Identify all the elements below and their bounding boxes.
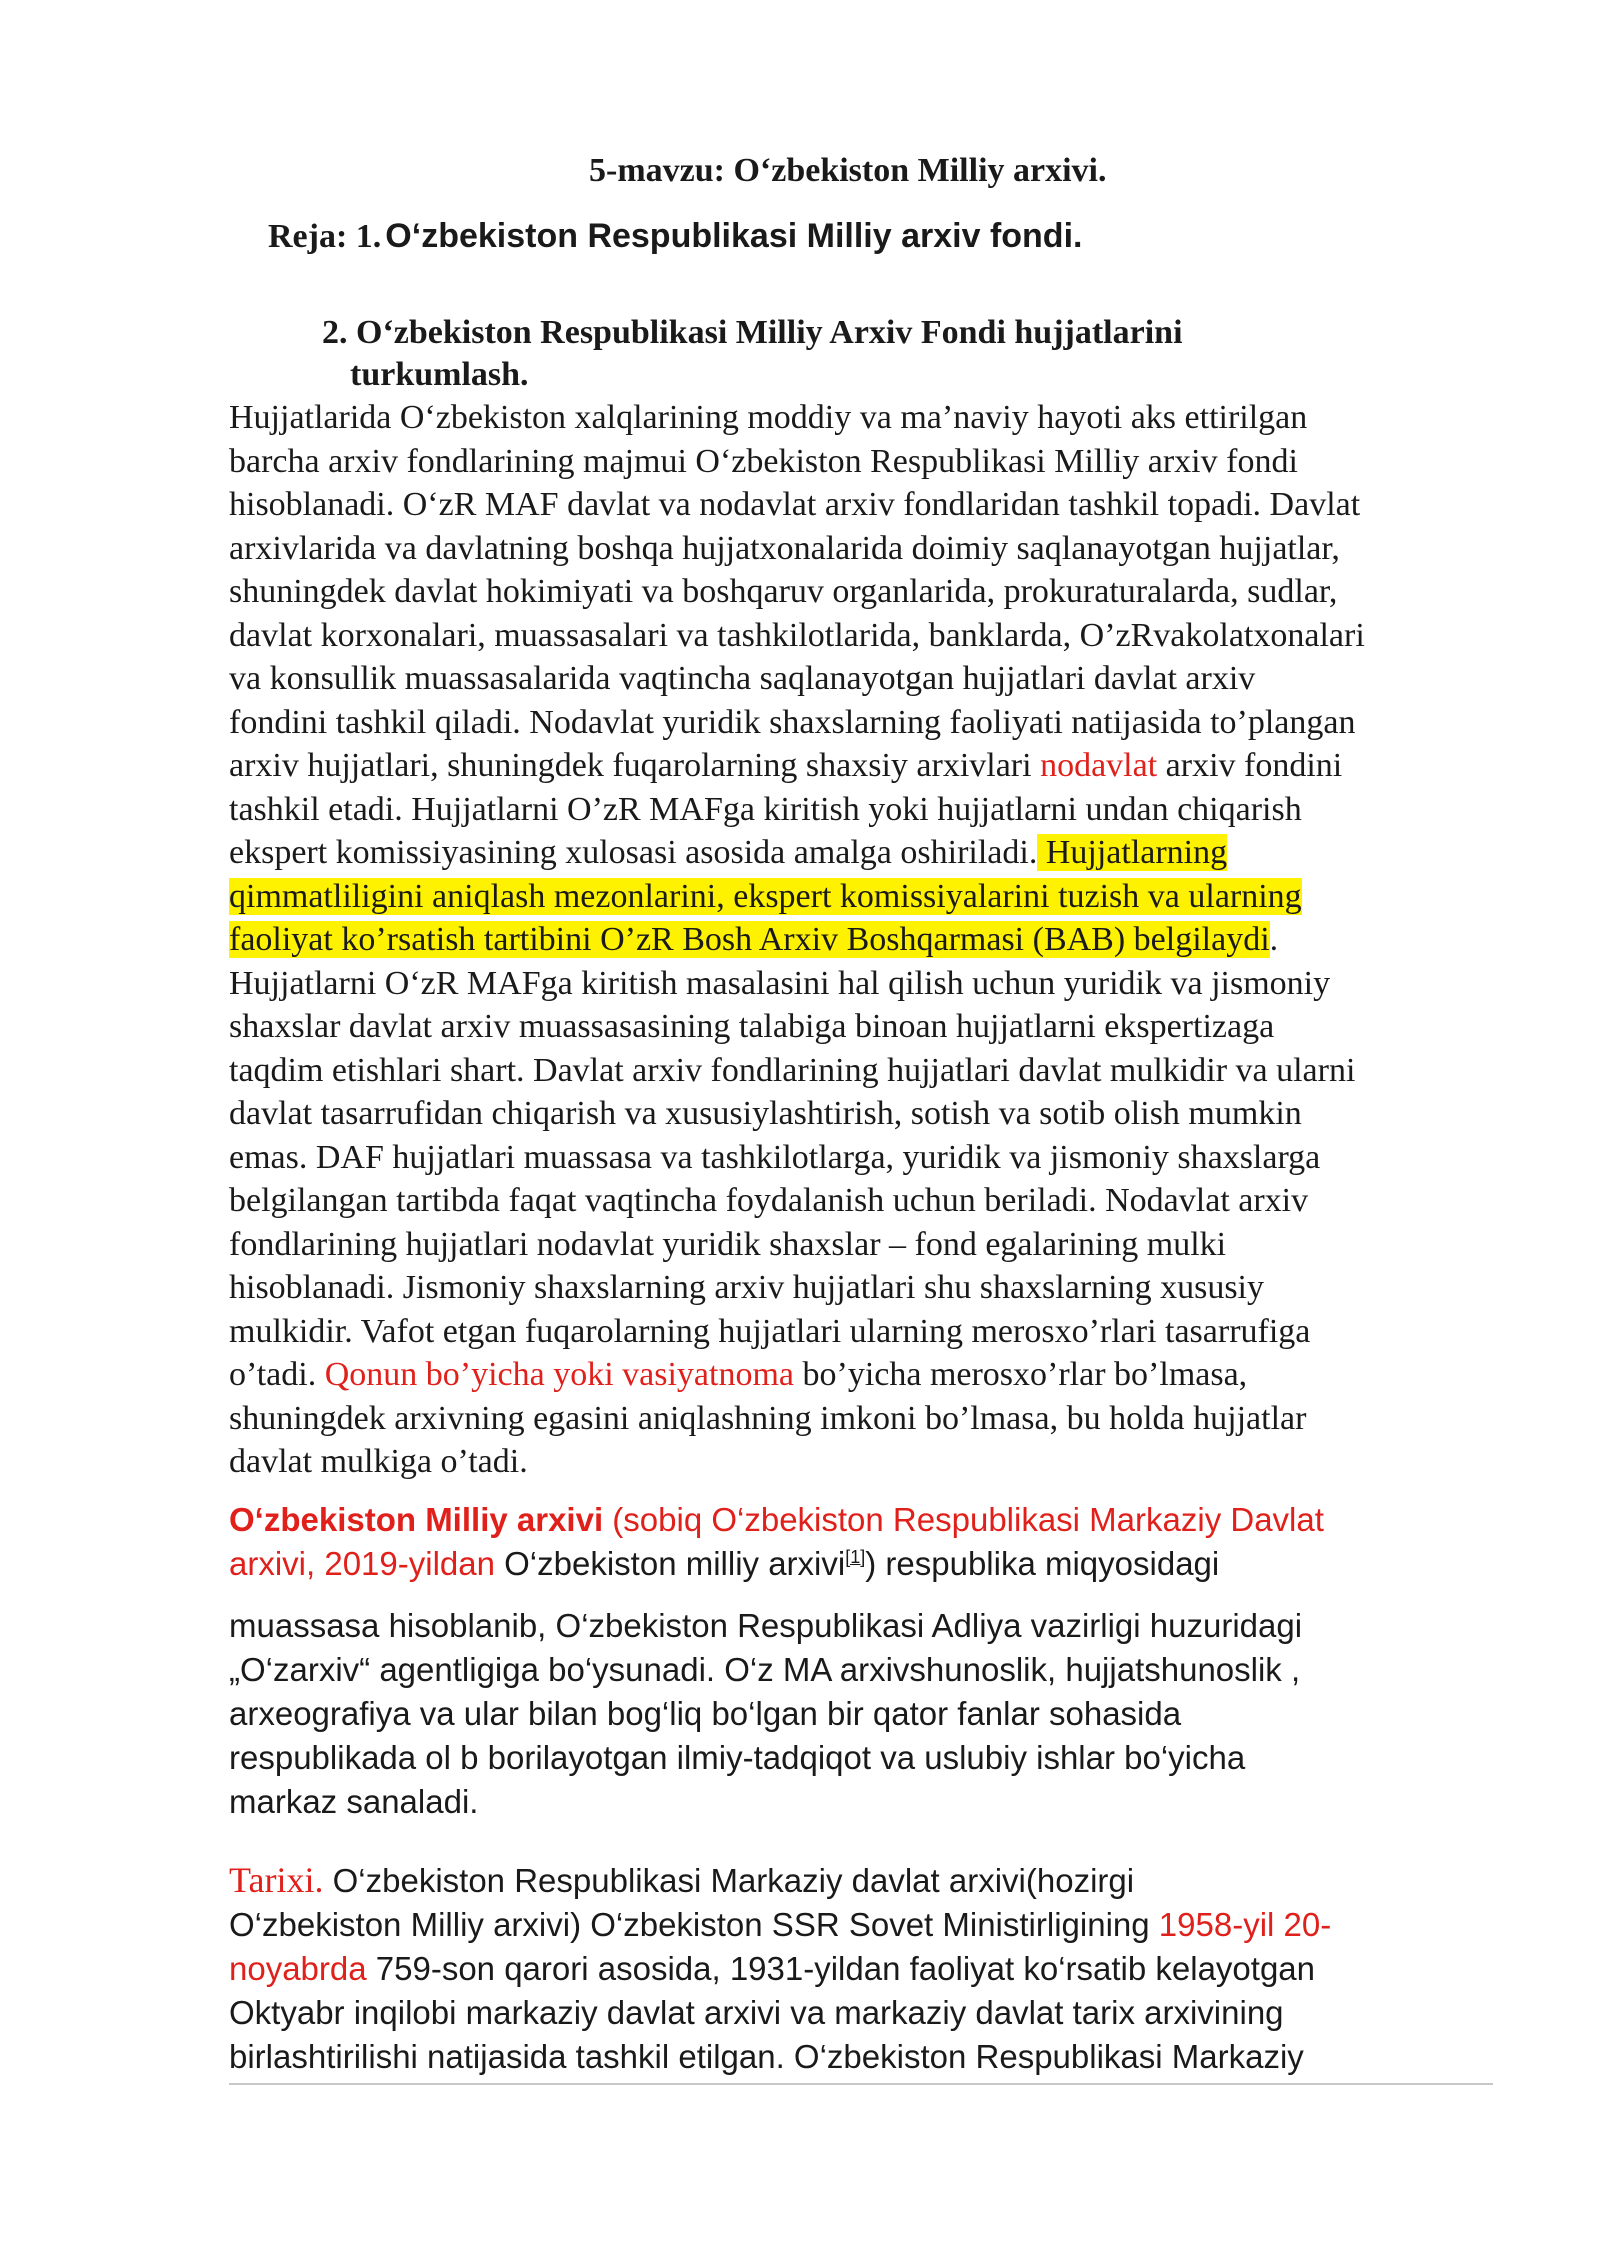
- page-bottom-rule: [229, 2083, 1493, 2085]
- text-line: shaxslar davlat arxiv muassasasining talabiga binoan hujjatlarni ekspertizaga: [229, 1008, 1275, 1045]
- text-run: ) respublika miqyosidagi: [865, 1545, 1220, 1582]
- text-line: [229, 918, 1559, 962]
- text-line: [229, 1498, 1559, 1542]
- page-title: 5-mavzu: O‘zbekiston Milliy arxivi.: [589, 152, 1107, 189]
- text-line: hisoblanadi. O‘zR MAF davlat va nodavlat arxiv fondlaridan tashkil topadi. Davlat: [229, 486, 1361, 523]
- red-bold-text-run: O‘zbekiston Milliy arxivi: [229, 1501, 604, 1538]
- text-run: O‘zbekiston milliy arxivi: [494, 1545, 846, 1582]
- footnote-link[interactable]: [1]: [845, 1547, 866, 1567]
- paragraph-national-archive-body: [229, 1604, 1559, 1824]
- text-run: O‘zbekiston Milliy arxivi) O‘zbekiston SSR Sovet Ministirligining: [229, 1906, 1159, 1943]
- text-line: fondini tashkil qiladi. Nodavlat yuridik shaxslarning faoliyati natijasida to’plangan: [229, 703, 1356, 741]
- red-text-run: (sobiq O‘zbekiston Respublikasi Markaziy Davlat: [603, 1501, 1324, 1538]
- text-line: [229, 1858, 1559, 1903]
- text-line: birlashtirilishi natijasida tashkil etilgan. O‘zbekiston Respublikasi Markaziy: [229, 2038, 1304, 2075]
- text-run: O‘zbekiston Respublikasi Markaziy davlat arxivi(hozirgi: [323, 1862, 1135, 1899]
- text-line: [229, 1903, 1559, 1947]
- text-line: davlat tasarrufidan chiqarish va xususiylashtirish, sotish va sotib olish mumkin: [229, 1095, 1302, 1132]
- text-line: hisoblanadi. Jismoniy shaxslarning arxiv hujjatlari shu shaxslarning xususiy: [229, 1269, 1265, 1306]
- red-text-run: Qonun bo’yicha yoki vasiyatnoma: [324, 1356, 794, 1393]
- text-line: Hujjatlarida O‘zbekiston xalqlarining moddiy va ma’naviy hayoti aks ettirilgan: [229, 399, 1308, 436]
- text-line: muassasa hisoblanib, O‘zbekiston Respublikasi Adliya vazirligi huzuridagi: [229, 1607, 1303, 1644]
- paragraph-archive-fund: [229, 396, 1559, 1484]
- plan-item-2-line-2: turkumlash.: [350, 356, 529, 393]
- text-run: 759-son qarori asosida, 1931-yildan faoliyat ko‘rsatib kelayotgan: [366, 1950, 1316, 1987]
- text-line: tashkil etadi. Hujjatlarni O’zR MAFga kiritish yoki hujjatlarni undan chiqarish: [229, 790, 1302, 828]
- paragraph-history: [229, 1858, 1559, 2079]
- text-line: emas. DAF hujjatlari muassasa va tashkilotlarga, yuridik va jismoniy shaxslarga: [229, 1138, 1321, 1176]
- highlighted-text: faoliyat ko’rsatish tartibini O’zR Bosh Arxiv Boshqarmasi (BAB) belgilaydi: [229, 921, 1270, 958]
- highlighted-text: Hujjatlarning: [1037, 834, 1228, 871]
- text-line: shuningdek davlat hokimiyati va boshqaruv organlarida, prokuraturalarda, sudlar,: [229, 573, 1338, 610]
- text-line: davlat korxonalari, muassasalari va tashkilotlarida, banklarda, O’zRvakolatxonalari: [229, 616, 1365, 654]
- text-line: respublikada ol b borilayotgan ilmiy-tadqiqot va uslubiy ishlar bo‘yicha: [229, 1739, 1246, 1776]
- text-line: arxeografiya va ular bilan bog‘liq bo‘lgan bir qator fanlar sohasida: [229, 1695, 1182, 1732]
- text-run: bo’yicha merosxo’rlar bo’lmasa,: [794, 1356, 1248, 1393]
- text-line: arxivlarida va davlatning boshqa hujjatxonalarida doimiy saqlanayotgan hujjatlar,: [229, 529, 1340, 567]
- red-text-run: arxivi, 2019-yildan: [229, 1545, 495, 1582]
- text-line: markaz sanaladi.: [229, 1783, 479, 1820]
- plan-label: Reja: 1.: [268, 218, 382, 255]
- text-line: davlat mulkiga o’tadi.: [229, 1443, 528, 1480]
- text-line: [229, 1947, 1559, 1991]
- section-heading-history: Tarixi.: [229, 1860, 324, 1900]
- text-line: [229, 1542, 1559, 1586]
- text-line: [229, 744, 1559, 788]
- text-line: [229, 875, 1559, 919]
- text-line: mulkidir. Vafot etgan fuqarolarning hujjatlari ularning merosxo’rlari tasarrufiga: [229, 1312, 1311, 1350]
- text-line: [229, 831, 1559, 875]
- text-run: arxiv hujjatlari, shuningdek fuqarolarning shaxsiy arxivlari: [229, 747, 1041, 784]
- text-run: ekspert komissiyasining xulosasi asosida amalga oshiriladi.: [229, 834, 1038, 871]
- text-run: arxiv fondini: [1157, 747, 1343, 784]
- highlighted-text: qimmatliligini aniqlash mezonlarini, ekspert komissiyalarini tuzish va ularning: [229, 877, 1302, 915]
- red-text-run: 1958-yil 20-: [1158, 1906, 1332, 1943]
- text-line: barcha arxiv fondlarining majmui O‘zbekiston Respublikasi Milliy arxiv fondi: [229, 442, 1298, 480]
- plan-item-2-line-1: 2. O‘zbekiston Respublikasi Milliy Arxiv Fondi hujjatlarini: [322, 314, 1183, 351]
- text-line: [229, 1353, 1559, 1397]
- text-line: Oktyabr inqilobi markaziy davlat arxivi va markaziy davlat tarix arxivining: [229, 1994, 1284, 2031]
- text-line: va konsullik muassasalarida vaqtincha saqlanayotgan hujjatlari davlat arxiv: [229, 660, 1256, 697]
- red-text-run: noyabrda: [229, 1950, 367, 1987]
- plan-item-1: [268, 217, 1082, 256]
- text-line: fondlarining hujjatlari nodavlat yuridik shaxslar – fond egalarining mulki: [229, 1225, 1227, 1263]
- text-run: o’tadi.: [229, 1356, 325, 1393]
- text-line: shuningdek arxivning egasini aniqlashning imkoni bo’lmasa, bu holda hujjatlar: [229, 1399, 1307, 1437]
- text-line: belgilangan tartibda faqat vaqtincha foydalanish uchun beriladi. Nodavlat arxiv: [229, 1182, 1309, 1219]
- text-line: taqdim etishlari shart. Davlat arxiv fondlarining hujjatlari davlat mulkidir va ularni: [229, 1051, 1356, 1089]
- plan-item-1-text: O‘zbekiston Respublikasi Milliy arxiv fondi.: [385, 217, 1083, 255]
- plan-item-2: [322, 312, 1322, 396]
- paragraph-national-archive-intro: [229, 1498, 1559, 1586]
- red-text-run: nodavlat: [1040, 747, 1158, 784]
- text-line: Hujjatlarni O‘zR MAFga kiritish masalasini hal qilish uchun yuridik va jismoniy: [229, 964, 1331, 1002]
- text-line: „O‘zarxiv“ agentligiga bo‘ysunadi. O‘z MA arxivshunoslik, hujjatshunoslik ,: [229, 1651, 1301, 1688]
- text-run: .: [1269, 921, 1279, 958]
